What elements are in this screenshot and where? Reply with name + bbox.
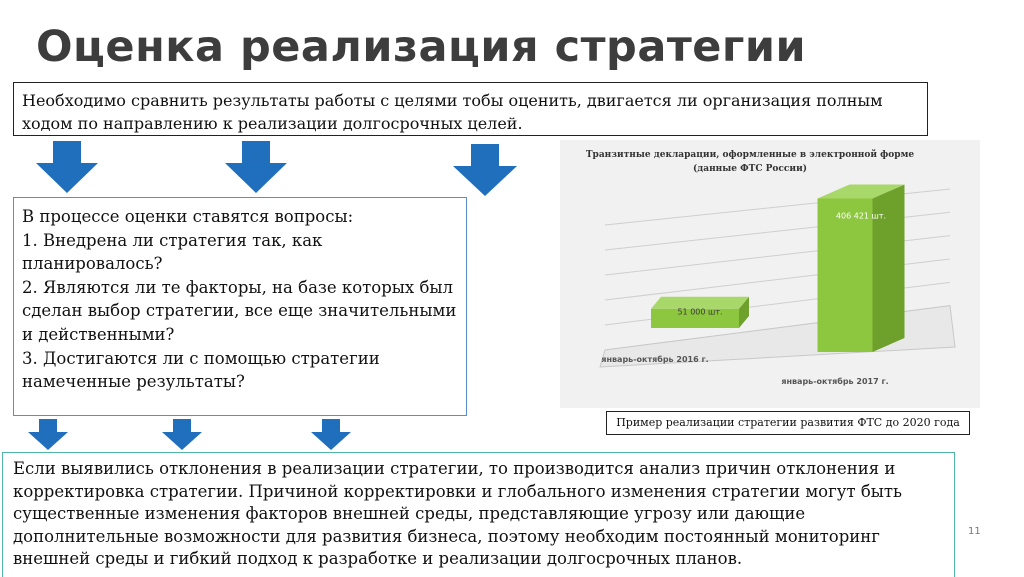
data-label: 406 421 шт. bbox=[835, 211, 887, 221]
chart-bar bbox=[818, 198, 873, 352]
down-arrow-icon bbox=[225, 141, 287, 193]
down-arrow-icon bbox=[311, 419, 351, 450]
down-arrow-icon bbox=[36, 141, 98, 193]
page-number: 11 bbox=[968, 526, 981, 537]
question-line: намеченные результаты? bbox=[22, 372, 245, 392]
conclusion-textbox bbox=[2, 452, 955, 577]
chart-title-line-2: (данные ФТС России) bbox=[692, 164, 808, 174]
chart-panel bbox=[560, 140, 980, 408]
intro-text: Необходимо сравнить результаты работы с целями тобы оценить, двигается ли организация полным ходом по направлению к реализации долгосрочных целей. bbox=[22, 91, 883, 133]
chart-caption: Пример реализации стратегии развития ФТС до 2020 года bbox=[606, 411, 970, 435]
question-line: 2. Являются ли те факторы, на базе которых был bbox=[22, 277, 454, 297]
question-line: сделан выбор стратегии, все еще значительными bbox=[22, 301, 457, 321]
down-arrow-icon bbox=[28, 419, 68, 450]
question-line: 1. Внедрена ли стратегия так, как bbox=[22, 230, 323, 250]
question-line: и действенными? bbox=[22, 324, 175, 344]
question-line: В процессе оценки ставятся вопросы: bbox=[22, 207, 354, 226]
chart-title-line-1: Транзитные декларации, оформленные в электронной форме bbox=[585, 150, 915, 160]
x-tick-label: январь-октябрь 2016 г. bbox=[601, 355, 709, 364]
question-line: 3. Достигаются ли с помощью стратегии bbox=[22, 348, 380, 368]
down-arrow-icon bbox=[162, 419, 202, 450]
data-label: 51 000 шт. bbox=[677, 307, 723, 317]
x-tick-label: январь-октябрь 2017 г. bbox=[781, 377, 889, 386]
conclusion-text: Если выявились отклонения в реализации стратегии, то производится анализ причин отклонения и корректировка стратегии. Причиной корректировки и глобального изменения стратегии могут быть существенные изменения факторов внешней среды, представляющие угрозу или дающие дополнительные возможности для развития бизнеса, поэтому необходим постоянный мониторинг внешней среды и гибкий подход к разработке и реализации долгосрочных планов. bbox=[13, 459, 903, 569]
intro-textbox bbox=[13, 82, 928, 136]
down-arrow-icon bbox=[453, 144, 517, 196]
question-line: планировалось? bbox=[22, 254, 163, 274]
slide-title: Оценка реализация стратегии bbox=[36, 22, 807, 72]
chart-bar-side bbox=[873, 184, 905, 352]
bar-chart bbox=[560, 140, 980, 408]
questions-textbox bbox=[13, 197, 467, 416]
